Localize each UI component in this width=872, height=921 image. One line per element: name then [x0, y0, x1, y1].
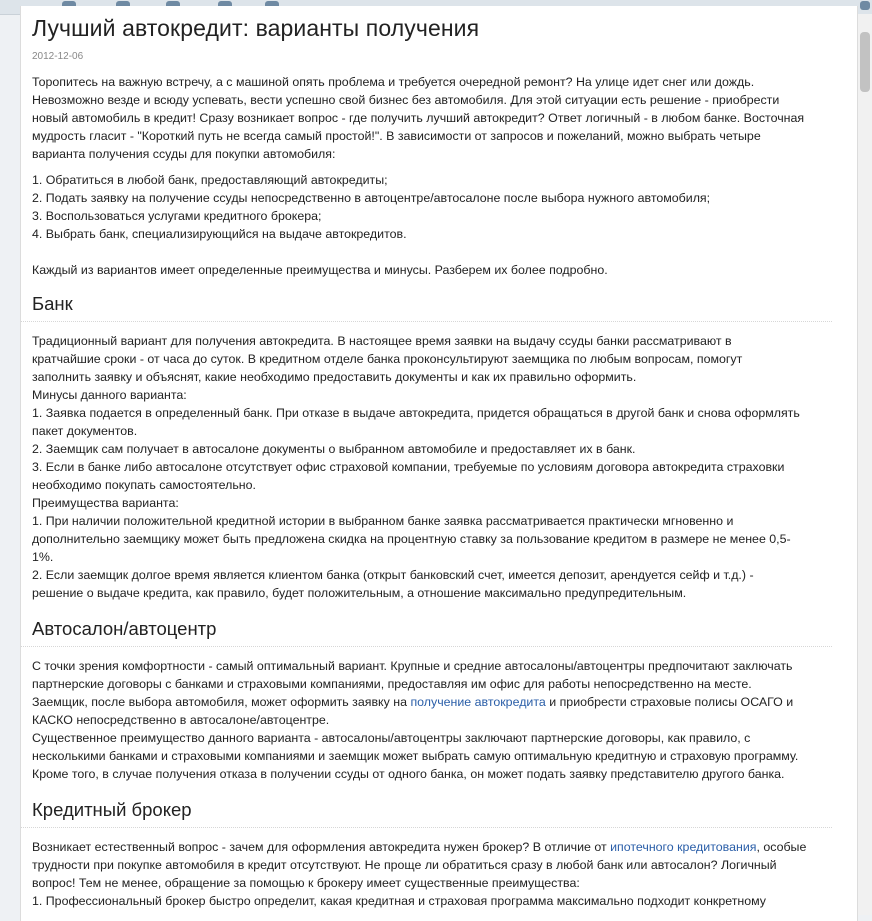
broker-line: вопрос! Тем не менее, обращение за помощью к брокеру имеет существенные преимущества: — [32, 876, 580, 890]
bank-line: 2. Заемщик сам получает в автосалоне документы о выбранном автомобиле и предоставляет их в банк. — [32, 442, 636, 456]
bank-line: решение о выдаче кредита, как правило, будет положительным, а отношение максимально предупредительным. — [32, 586, 687, 600]
broker-line: 1. Профессиональный брокер быстро определит, какая кредитная и страховая программа максимально подходит конкретному — [32, 894, 766, 908]
section-header-dealer — [21, 618, 832, 647]
bank-line: 2. Если заемщик долгое время является клиентом банка (открыт банковский счет, имеется депозит, арендуется сейф и т.д.) - — [32, 568, 754, 582]
options-list — [32, 171, 832, 243]
section-heading-broker: Кредитный брокер — [32, 799, 192, 820]
bank-line: необходимо покупать самостоятельно. — [32, 478, 256, 492]
section-body-bank — [32, 332, 832, 602]
vertical-scrollbar[interactable] — [857, 14, 872, 915]
article-title: Лучший автокредит: варианты получения — [32, 15, 480, 41]
list-item: 2. Подать заявку на получение ссуды непосредственно в автоцентре/автосалоне после выбора нужного автомобиля; — [32, 191, 711, 205]
intro-line: Невозможно везде и всюду успевать, вести успешно свой бизнес без автомобиля. Для этой ситуации есть решение - приобрести — [32, 93, 780, 107]
dealer-line: Кроме того, в случае получения отказа в получении ссуды от одного банка, он может подать заявку представителю другого банка. — [32, 767, 785, 781]
intro-line: новый автомобиль в кредит! Сразу возникает вопрос - где получить лучший автокредит? Ответ логичный - в любом банке. Восточная — [32, 111, 805, 125]
mortgage-link[interactable]: ипотечного кредитования — [610, 840, 757, 854]
bank-line: пакет документов. — [32, 424, 138, 438]
scrollbar-thumb[interactable] — [860, 32, 870, 92]
bank-line: 1%. — [32, 550, 54, 564]
dealer-line: КАСКО непосредственно в автосалоне/автоцентре. — [32, 713, 330, 727]
broker-text: Возникает естественный вопрос - зачем для оформления автокредита нужен брокер? В отличие от — [32, 840, 611, 854]
bank-line: дополнительно заемщику может быть предложена скидка на процентную ставку за пользование кредитом в размере не менее 0,5- — [32, 532, 791, 546]
list-item: 3. Воспользоваться услугами кредитного брокера; — [32, 209, 322, 223]
intro-line: Торопитесь на важную встречу, а с машиной опять проблема и требуется очередной ремонт? На улице идет снег или дождь. — [32, 75, 755, 89]
list-item: 1. Обратиться в любой банк, предоставляющий автокредиты; — [32, 173, 388, 187]
summary-text: Каждый из вариантов имеет определенные преимущества и минусы. Разберем их более подробно. — [32, 263, 608, 277]
broker-text: , особые — [756, 840, 807, 854]
car-loan-link[interactable]: получение автокредита — [410, 695, 546, 709]
dealer-line-with-link — [32, 693, 832, 711]
bank-line: 1. Заявка подается в определенный банк. При отказе в выдаче автокредита, придется обращаться в другой банк и снова оформлять — [32, 406, 800, 420]
bank-line: кратчайшие сроки - от часа до суток. В кредитном отделе банка проконсультируют заемщика по любым вопросам, помогут — [32, 352, 743, 366]
bank-line: Традиционный вариант для получения автокредита. В настоящее время заявки на выдачу ссуды банки рассматривают в — [32, 334, 732, 348]
dealer-text: и приобрести страховые полисы ОСАГО и — [545, 695, 794, 709]
bank-line: Преимущества варианта: — [32, 496, 179, 510]
intro-line: варианта получения ссуды для покупки автомобиля: — [32, 147, 336, 161]
list-item: 4. Выбрать банк, специализирующийся на выдаче автокредитов. — [32, 227, 407, 241]
bank-line: заполнить заявку и объяснят, какие необходимо предоставить документы и как их правильно оформить. — [32, 370, 637, 384]
section-header-broker — [21, 799, 832, 828]
broker-line-with-link — [32, 838, 832, 856]
section-heading-bank: Банк — [32, 293, 73, 314]
dealer-line: Существенное преимущество данного варианта - автосалоны/автоцентры заключают партнерские договоры, как правило, с — [32, 731, 751, 745]
dealer-line: партнерские договоры с банками и страховыми компаниями, предоставляя им офис для работы непосредственно на месте. — [32, 677, 752, 691]
intro-line: мудрость гласит - "Короткий путь не всегда самый простой!". В зависимости от запросов и пожеланий, можно выбрать четыре — [32, 129, 761, 143]
article-page — [20, 6, 858, 921]
section-body-broker — [32, 838, 832, 910]
section-body-dealer — [32, 657, 832, 783]
intro-paragraph — [32, 73, 832, 163]
bank-line: 1. При наличии положительной кредитной истории в выбранном банке заявка рассматривается практически мгновенно и — [32, 514, 734, 528]
bank-line: Минусы данного варианта: — [32, 388, 187, 402]
bank-line: 3. Если в банке либо автосалоне отсутствует офис страховой компании, требуемые по условиям договора автокредита страховки — [32, 460, 785, 474]
dealer-text: Заемщик, после выбора автомобиля, может оформить заявку на — [32, 695, 411, 709]
article-content — [21, 14, 832, 910]
dealer-line: С точки зрения комфортности - самый оптимальный вариант. Крупные и средние автосалоны/автоцентры предпочитают заключать — [32, 659, 793, 673]
section-heading-dealer: Автосалон/автоцентр — [32, 618, 217, 639]
section-header-bank — [21, 293, 832, 322]
dealer-line: несколькими банками и страховыми компаниями и заемщик может выбрать самую оптимальную кредитную и страховую программу. — [32, 749, 799, 763]
broker-line: трудности при покупке автомобиля в кредит отсутствуют. Не проще ли обратиться сразу в любой банк или автосалон? Логичный — [32, 858, 777, 872]
toolbar-icon[interactable] — [860, 1, 870, 10]
article-date: 2012-12-06 — [32, 51, 84, 62]
